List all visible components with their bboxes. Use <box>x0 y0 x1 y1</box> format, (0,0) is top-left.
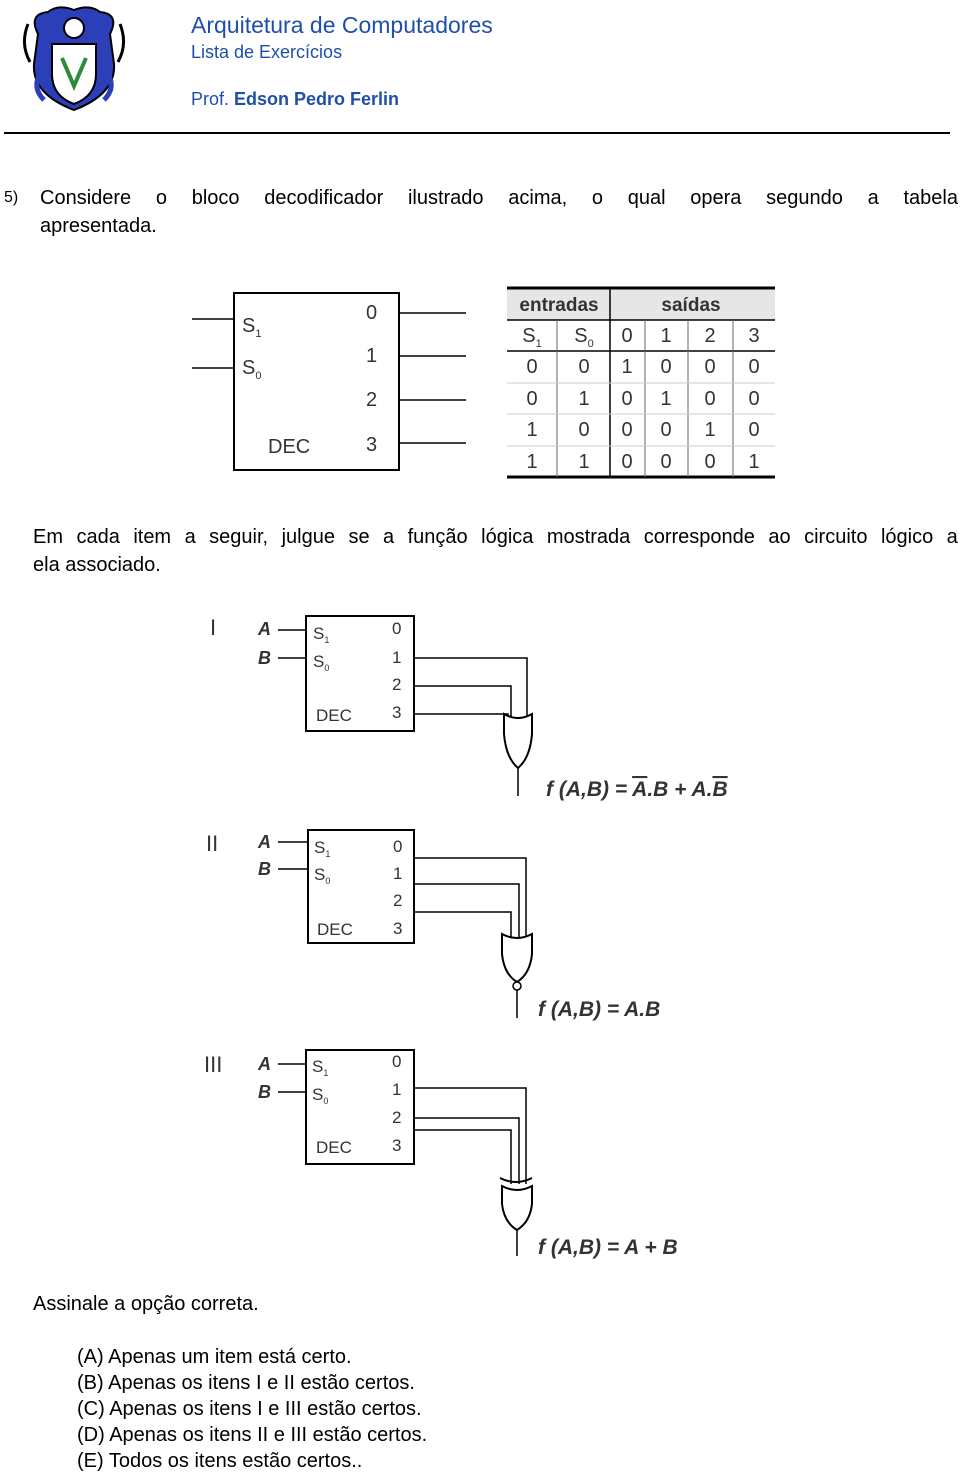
truth-table-cell: 0 <box>578 419 590 441</box>
truth-table-cell: 0 <box>748 388 760 410</box>
option-e[interactable]: (E) Todos os itens estão certos.. <box>77 1450 363 1472</box>
option-a[interactable]: (A) Apenas um item está certo. <box>77 1346 352 1368</box>
decoder-output-3: 3 <box>392 1136 402 1155</box>
word: qual <box>627 187 666 209</box>
decoder-input-s1: $S_1$ <box>242 315 262 340</box>
word: item <box>133 526 172 548</box>
truth-table-column-header: 2 <box>704 325 716 347</box>
question-statement-line1 <box>40 187 958 210</box>
word: a <box>184 526 196 548</box>
circuit-function-label: f (A,B) = A.B + A.B <box>546 778 728 801</box>
truth-table-cell: 0 <box>748 356 760 378</box>
decoder-output-0: 0 <box>392 1052 402 1071</box>
truth-table-cell: 0 <box>621 419 633 441</box>
circuit-input-a: A <box>258 832 271 852</box>
truth-table-cell: 0 <box>578 356 590 378</box>
truth-table-cell: 0 <box>704 451 716 473</box>
document-subtitle: Lista de Exercícios <box>191 42 343 62</box>
truth-table <box>505 286 777 480</box>
instruction-paragraph-line2: ela associado. <box>33 554 161 576</box>
circuit-roman-label: I <box>210 615 217 640</box>
word: ao <box>768 526 791 548</box>
circuit-roman-label: III <box>204 1052 223 1077</box>
truth-table-cell: 0 <box>621 451 633 473</box>
truth-table-cell: 0 <box>748 419 760 441</box>
circuit-input-a: A <box>258 1054 271 1074</box>
decoder-input-s1: $S_1$ <box>312 1057 329 1078</box>
truth-table-cell: 1 <box>526 451 538 473</box>
truth-table-cell: 1 <box>704 419 716 441</box>
word: Em <box>33 526 63 548</box>
word: lógico <box>880 526 934 548</box>
word: opera <box>690 187 742 209</box>
truth-table-cell: 0 <box>526 388 538 410</box>
decoder-label: DEC <box>317 920 353 939</box>
word: mostrada <box>546 526 631 548</box>
truth-table-cell: 1 <box>578 451 590 473</box>
word: Considere <box>40 187 132 209</box>
answer-instruction: Assinale a opção correta. <box>33 1293 259 1315</box>
professor-line <box>191 89 399 110</box>
circuit-roman-label: II <box>206 831 219 856</box>
decoder-output-1: 1 <box>393 864 403 883</box>
word: a <box>867 187 879 209</box>
word: função <box>407 526 468 548</box>
truth-table-column-header: 1 <box>660 325 672 347</box>
word: segundo <box>766 187 843 209</box>
option-c[interactable]: (C) Apenas os itens I e III estão certos. <box>77 1398 422 1420</box>
decoder-input-s0: $S_0$ <box>314 865 331 886</box>
truth-table-cell: 1 <box>578 388 590 410</box>
decoder-input-s1: $S_1$ <box>314 838 331 859</box>
decoder-label: DEC <box>316 1138 352 1157</box>
decoder-output-0: 0 <box>393 837 403 856</box>
decoder-output-1: 1 <box>366 345 378 367</box>
decoder-output-0: 0 <box>366 302 378 324</box>
truth-table-column-header: 0 <box>621 325 633 347</box>
question-number: 5) <box>4 189 19 206</box>
professor-prefix: Prof. <box>191 89 235 109</box>
truth-table-cell: 0 <box>660 451 672 473</box>
circuit-iii <box>200 1044 760 1264</box>
truth-table-cell: 0 <box>526 356 538 378</box>
circuit-function-label: f (A,B) = A + B <box>538 1236 678 1259</box>
word: corresponde <box>643 526 755 548</box>
decoder-input-s1: $S_1$ <box>313 624 330 645</box>
circuit-function-label: f (A,B) = A.B <box>538 998 661 1021</box>
word: ilustrado <box>407 187 484 209</box>
word: tabela <box>903 187 958 209</box>
circuit-input-a: A <box>258 619 271 639</box>
truth-table-cell: 1 <box>748 451 760 473</box>
decoder-output-1: 1 <box>392 648 402 667</box>
truth-table-cell: 1 <box>660 388 672 410</box>
decoder-label: DEC <box>268 436 311 458</box>
decoder-output-0: 0 <box>392 619 402 638</box>
truth-table-cell: 0 <box>660 356 672 378</box>
word: o <box>155 187 168 209</box>
decoder-output-3: 3 <box>393 919 403 938</box>
circuit-ii <box>200 826 760 1026</box>
professor-name: Edson Pedro Ferlin <box>234 89 400 109</box>
circuit-input-b: B <box>258 859 271 879</box>
truth-table-column-header: 3 <box>748 325 760 347</box>
decoder-output-3: 3 <box>366 434 378 456</box>
university-crest-logo <box>18 4 130 112</box>
decoder-output-2: 2 <box>366 389 378 411</box>
circuit-input-b: B <box>258 1082 271 1102</box>
decoder-block-diagram <box>190 288 470 478</box>
word: seguir, <box>209 526 269 548</box>
truth-table-column-header: $S_1$ <box>522 325 542 350</box>
word: o <box>591 187 604 209</box>
word: julgue <box>281 526 335 548</box>
option-b[interactable]: (B) Apenas os itens I e II estão certos. <box>77 1372 415 1394</box>
decoder-input-s0: $S_0$ <box>313 652 330 673</box>
decoder-input-s0: $S_0$ <box>312 1085 329 1106</box>
word: decodificador <box>264 187 384 209</box>
truth-table-header-outputs: saídas <box>661 295 721 316</box>
circuit-input-b: B <box>258 648 271 668</box>
word: cada <box>76 526 120 548</box>
truth-table-cell: 0 <box>704 388 716 410</box>
word: se <box>348 526 370 548</box>
decoder-input-s0: $S_0$ <box>242 357 262 382</box>
question-statement-line2: apresentada. <box>40 215 157 237</box>
decoder-label: DEC <box>316 706 352 725</box>
option-d[interactable]: (D) Apenas os itens II e III estão certos. <box>77 1424 428 1446</box>
circuit-i <box>200 610 760 810</box>
decoder-output-2: 2 <box>393 891 403 910</box>
decoder-output-3: 3 <box>392 703 402 722</box>
word: a <box>946 526 958 548</box>
word: acima, <box>508 187 568 209</box>
course-title: Arquitetura de Computadores <box>191 12 493 38</box>
word: circuito <box>804 526 868 548</box>
truth-table-cell: 0 <box>704 356 716 378</box>
decoder-output-1: 1 <box>392 1080 402 1099</box>
instruction-paragraph-line1 <box>33 526 958 549</box>
decoder-output-2: 2 <box>392 675 402 694</box>
truth-table-column-header: $S_0$ <box>574 325 594 350</box>
truth-table-cell: 0 <box>660 419 672 441</box>
decoder-output-2: 2 <box>392 1108 402 1127</box>
word: bloco <box>191 187 240 209</box>
truth-table-header-inputs: entradas <box>519 295 599 316</box>
header-divider <box>4 132 950 134</box>
truth-table-cell: 0 <box>621 388 633 410</box>
truth-table-cell: 1 <box>621 356 633 378</box>
word: lógica <box>481 526 534 548</box>
word: a <box>383 526 395 548</box>
truth-table-cell: 1 <box>526 419 538 441</box>
